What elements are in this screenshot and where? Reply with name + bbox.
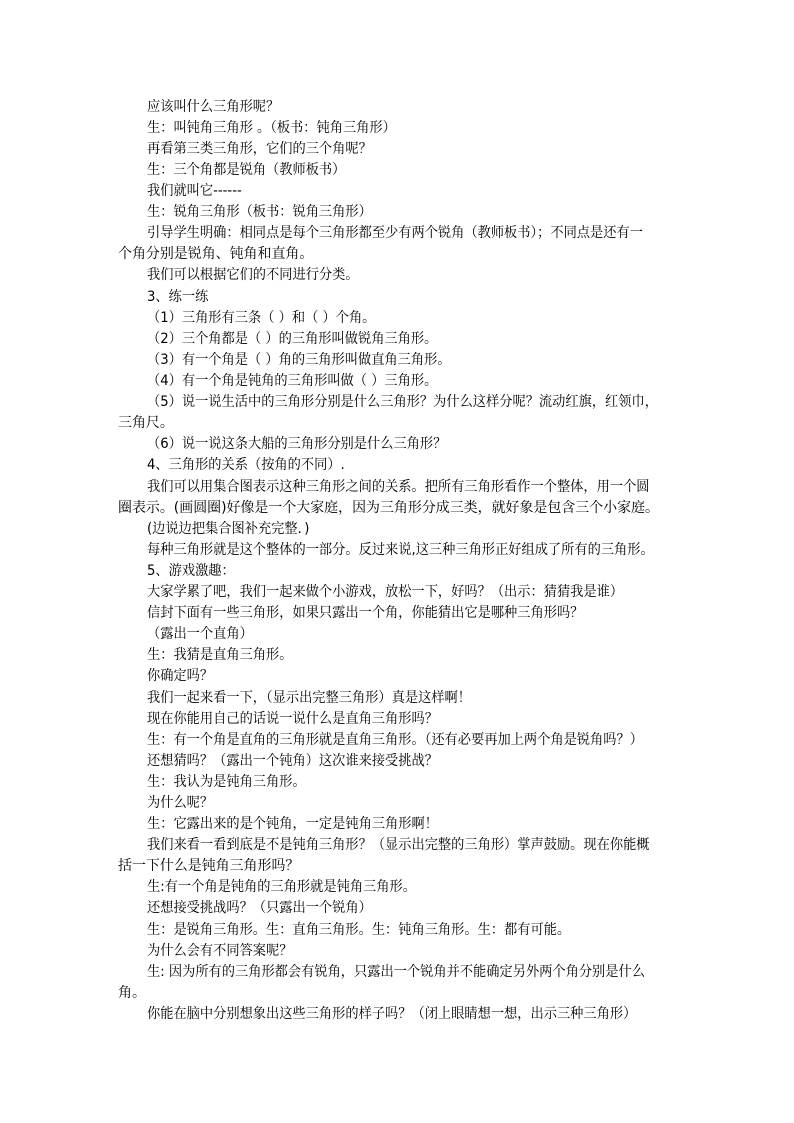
text-line: 你确定吗？ (147, 668, 214, 684)
text-line: 三角尺。 (118, 415, 174, 431)
text-line: 为什么呢？ (147, 795, 214, 811)
text-line: 信封下面有一些三角形，如果只露出一个角，你能猜出它是哪种三角形吗？ (147, 605, 584, 621)
text-line: 角。 (118, 985, 146, 1001)
text-line: 生：我猜是直角三角形。 (147, 647, 293, 663)
text-line: 我们可以用集合图表示这种三角形之间的关系。把所有三角形看作一个整体，用一个圆 (147, 479, 650, 495)
section-heading: 5、游戏激趣： (147, 563, 235, 579)
exercise-item: （6）说一说这条大船的三角形分别是什么三角形？ (147, 436, 447, 452)
text-line: 生：我认为是钝角三角形。 (147, 774, 306, 790)
text-line: 生：三个角都是锐角（教师板书） (147, 162, 346, 178)
exercise-item: （2）三个角都是（ ）的三角形叫做锐角三角形。 (147, 331, 438, 347)
exercise-item: （5）说一说生活中的三角形分别是什么三角形？为什么这样分呢？流动红旗，红领巾， (147, 394, 658, 410)
text-line: 生: 因为所有的三角形都会有锐角，只露出一个锐角并不能确定另外两个角分别是什么 (147, 964, 645, 980)
section-heading: 4、三角形的关系（按角的不同）. (147, 457, 345, 473)
section-heading: 3、练一练 (147, 289, 209, 305)
text-line: 再看第三类三角形，它们的三个角呢？ (147, 141, 372, 157)
text-line: 生：是锐角三角形。生：直角三角形。生：钝角三角形。生：都有可能。 (147, 922, 571, 938)
text-line: 每种三角形就是这个整体的一部分。反过来说,这三种三角形正好组成了所有的三角形。 (147, 542, 654, 558)
text-line: 生:有一个角是钝角的三角形就是钝角三角形。 (147, 879, 416, 895)
text-line: 我们可以根据它们的不同进行分类。 (147, 267, 359, 283)
text-line: 引导学生明确：相同点是每个三角形都至少有两个锐角（教师板书）；不同点是还有一 (147, 225, 643, 241)
exercise-item: （4）有一个角是钝角的三角形叫做（ ）三角形。 (147, 373, 438, 389)
text-line: 我们来看一看到底是不是钝角三角形？（显示出完整的三角形）掌声鼓励。现在你能概 (147, 837, 650, 853)
text-line: （露出一个直角） (147, 626, 253, 642)
text-line: 我们一起来看一下，（显示出完整三角形）真是这样啊！ (147, 690, 471, 706)
text-line: 生：叫钝角三角形 。（板书：钝角三角形） (147, 120, 396, 136)
exercise-item: （1）三角形有三条（ ）和（ ）个角。 (147, 310, 376, 326)
exercise-item: （3）有一个角是（ ）角的三角形叫做直角三角形。 (147, 352, 451, 368)
text-line: 生：有一个角是直角的三角形就是直角三角形。（还有必要再加上两个角是锐角吗？） (147, 732, 643, 748)
text-line: 还想接受挑战吗？（只露出一个锐角） (147, 900, 372, 916)
text-line: 为什么会有不同答案呢？ (147, 943, 293, 959)
text-line: 生：它露出来的是个钝角，一定是钝角三角形啊！ (147, 816, 438, 832)
text-line: 圈表示。(画圆圈)好像是一个大家庭，因为三角形分成三类，就好象是包含三个小家庭。 (118, 500, 659, 516)
text-line: 还想猜吗？（露出一个钝角）这次谁来接受挑战？ (147, 753, 438, 769)
text-line: 大家学累了吧，我们一起来做个小游戏，放松一下，好吗？（出示：猜猜我是谁） (147, 584, 624, 600)
text-line: 生：锐角三角形（板书：锐角三角形） (147, 204, 372, 220)
text-line: 个角分别是锐角、钝角和直角。 (118, 246, 314, 262)
text-line: 括一下什么是钝角三角形吗？ (118, 858, 300, 874)
text-line: 应该叫什么三角形呢？ (147, 99, 280, 115)
text-line: 你能在脑中分别想象出这些三角形的样子吗？（闭上眼睛想一想，出示三种三角形） (147, 1006, 637, 1022)
text-line: (边说边把集合图补充完整．) (147, 521, 310, 537)
text-line: 我们就叫它------ (147, 183, 242, 199)
text-line: 现在你能用自己的话说一说什么是直角三角形吗？ (147, 711, 438, 727)
